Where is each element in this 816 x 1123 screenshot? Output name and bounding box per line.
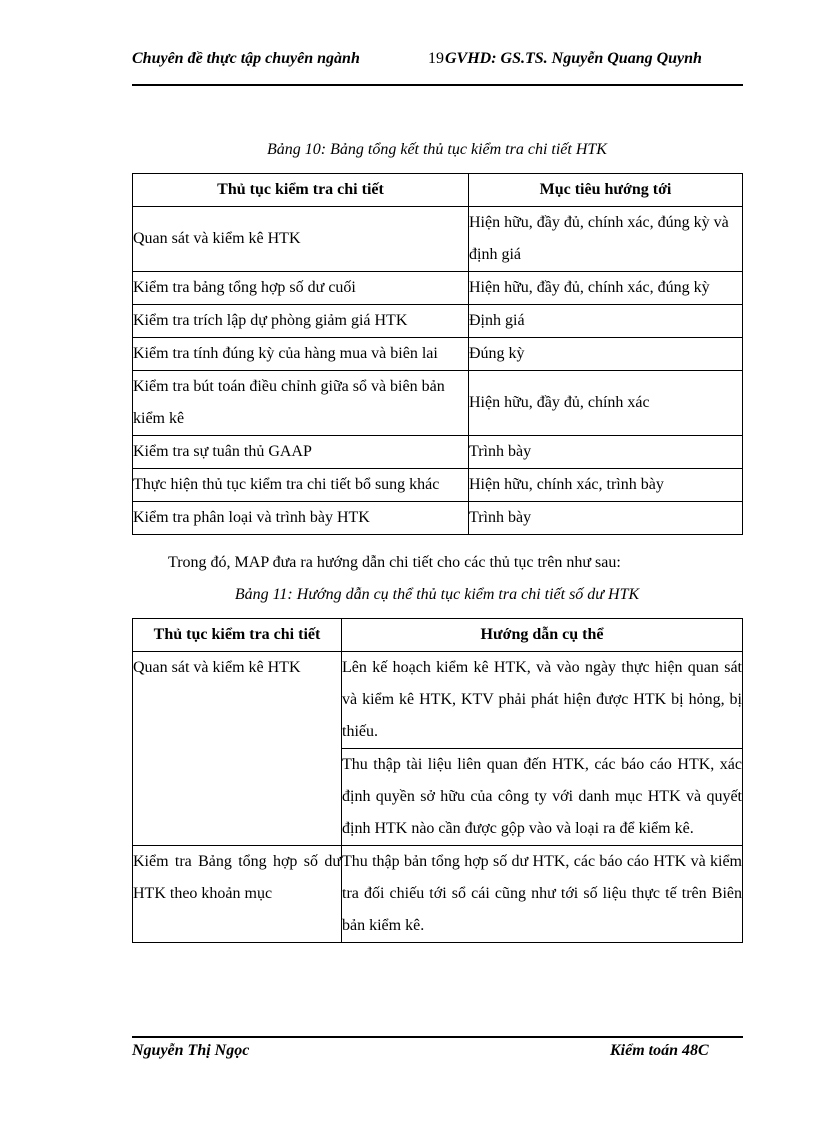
- table11: [132, 618, 743, 943]
- footer-rule: [132, 1036, 743, 1038]
- table11-caption: Bảng 11: Hướng dẫn cụ thể thủ tục kiểm tra chi tiết số dư HTK: [234, 586, 640, 603]
- column-header: Hướng dẫn cụ thể: [342, 619, 743, 652]
- table-cell: Hiện hữu, chính xác, trình bày: [469, 469, 743, 502]
- column-header: Thủ tục kiểm tra chi tiết: [133, 174, 469, 207]
- guidance-cell: Thu thập bản tổng hợp số dư HTK, các báo cáo HTK và kiểm tra đối chiếu tới sổ cái cũng như tới số liệu thực tế trên Biên bản kiểm kê.: [342, 846, 743, 943]
- table-cell: Đúng kỳ: [469, 338, 743, 371]
- table-cell: Trình bày: [469, 436, 743, 469]
- table-row: [133, 469, 743, 502]
- guidance-cell: Thu thập tài liệu liên quan đến HTK, các báo cáo HTK, xác định quyền sở hữu của công ty với danh mục HTK và quyết định HTK nào cần được gộp vào và loại ra để kiểm kê.: [342, 749, 743, 846]
- column-header: Mục tiêu hướng tới: [469, 174, 743, 207]
- table-row: [133, 502, 743, 535]
- table-row: [133, 305, 743, 338]
- table-row: [133, 436, 743, 469]
- column-header: Thủ tục kiểm tra chi tiết: [133, 619, 342, 652]
- table-row: [133, 652, 743, 749]
- table-row: [133, 371, 743, 436]
- table-cell: Trình bày: [469, 502, 743, 535]
- supervisor-label: GVHD: GS.TS. Nguyễn Quang Quynh: [445, 50, 702, 67]
- guidance-cell: Lên kế hoạch kiểm kê HTK, và vào ngày thực hiện quan sát và kiểm kê HTK, KTV phải phát hiện được HTK bị hỏng, bị thiếu.: [342, 652, 743, 749]
- table-cell: Hiện hữu, đầy đủ, chính xác, đúng kỳ: [469, 272, 743, 305]
- table-cell: Kiểm tra trích lập dự phòng giảm giá HTK: [133, 305, 469, 338]
- table-cell: Kiểm tra tính đúng kỳ của hàng mua và biên lai: [133, 338, 469, 371]
- table-row: [133, 207, 743, 272]
- table-row: [133, 272, 743, 305]
- table-cell: Hiện hữu, đầy đủ, chính xác, đúng kỳ và định giá: [469, 207, 743, 272]
- table-header-row: [133, 174, 743, 207]
- table-cell: Kiểm tra sự tuân thủ GAAP: [133, 436, 469, 469]
- table-cell: Định giá: [469, 305, 743, 338]
- procedure-cell: Quan sát và kiểm kê HTK: [133, 652, 342, 846]
- table-header-row: [133, 619, 743, 652]
- report-title: Chuyên đề thực tập chuyên ngành: [132, 50, 360, 67]
- table-cell: Hiện hữu, đầy đủ, chính xác: [469, 371, 743, 436]
- table-cell: Quan sát và kiểm kê HTK: [133, 207, 469, 272]
- page-number: 19: [428, 50, 444, 67]
- author-name: Nguyễn Thị Ngọc: [132, 1042, 250, 1059]
- table-cell: Kiểm tra bảng tổng hợp số dư cuối: [133, 272, 469, 305]
- table-cell: Kiểm tra bút toán điều chỉnh giữa sổ và biên bản kiểm kê: [133, 371, 469, 436]
- intro-paragraph: Trong đó, MAP đưa ra hướng dẫn chi tiết cho các thủ tục trên như sau:: [168, 554, 621, 571]
- class-label: Kiểm toán 48C: [610, 1042, 709, 1059]
- table-row: [133, 846, 743, 943]
- header-rule: [132, 84, 743, 86]
- procedure-cell: Kiểm tra Bảng tổng hợp số dư HTK theo khoản mục: [133, 846, 342, 943]
- table10: [132, 173, 743, 535]
- table-cell: Thực hiện thủ tục kiểm tra chi tiết bổ sung khác: [133, 469, 469, 502]
- page-header: [132, 50, 742, 74]
- table-cell: Kiểm tra phân loại và trình bày HTK: [133, 502, 469, 535]
- table-row: [133, 338, 743, 371]
- table10-caption: Bảng 10: Bảng tổng kết thủ tục kiểm tra chi tiết HTK: [267, 141, 607, 158]
